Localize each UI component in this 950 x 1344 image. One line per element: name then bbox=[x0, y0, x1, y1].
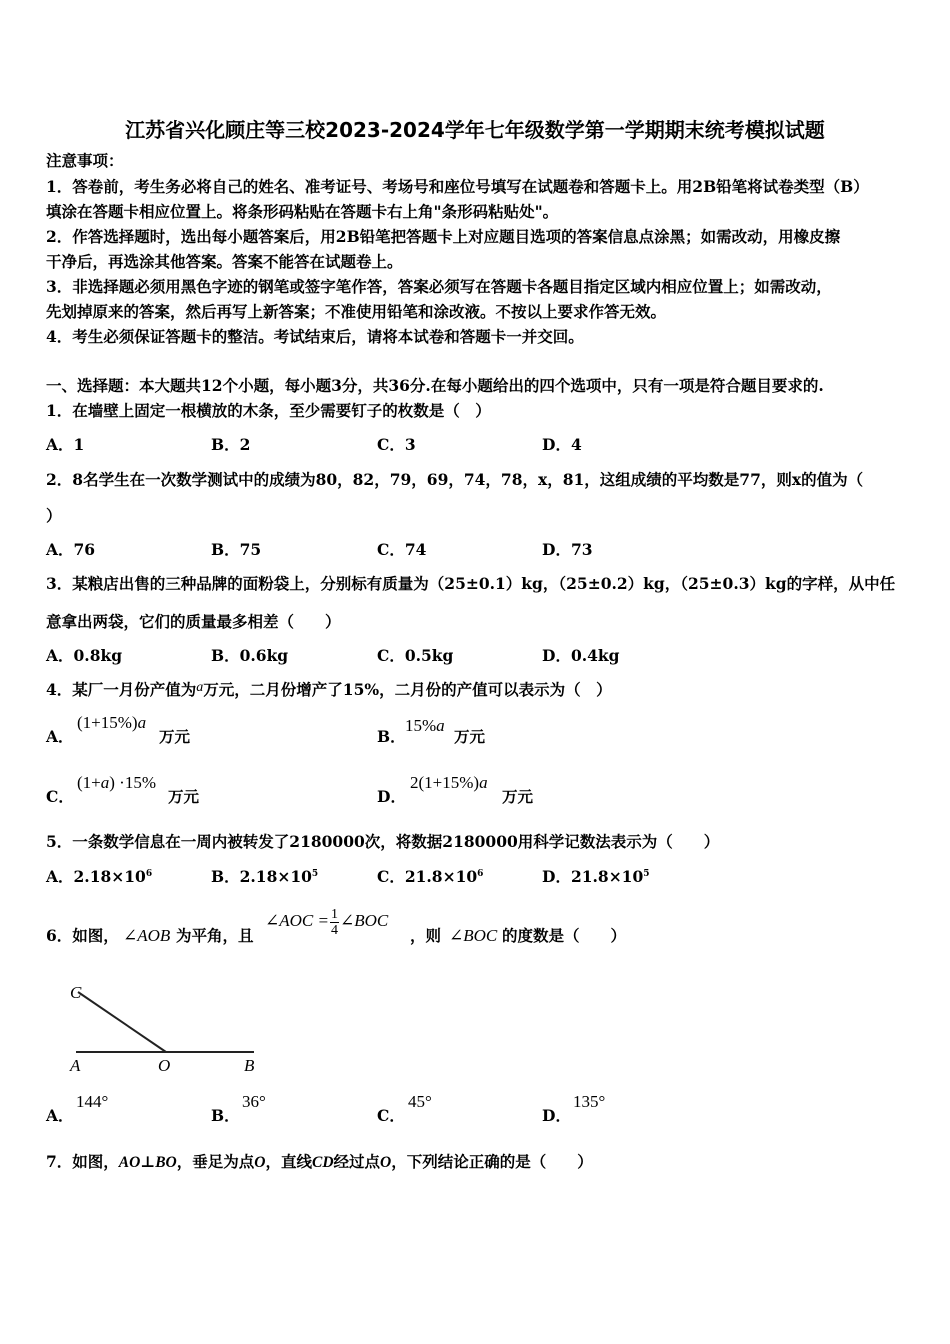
q4-option-c-expr: (1+a) ·15% bbox=[77, 773, 156, 792]
q2-option-d: D．73 bbox=[542, 540, 593, 559]
q1-option-a: A．1 bbox=[46, 435, 85, 454]
q6-option-d-label: D． bbox=[542, 1106, 571, 1125]
question-6-stem-b: 为平角，且 bbox=[176, 926, 254, 945]
notice-line: 填涂在答题卡相应位置上。将条形码粘贴在答题卡右上角"条形码粘贴处"。 bbox=[46, 202, 559, 221]
q3-option-a: A．0.8kg bbox=[46, 646, 123, 665]
q1-option-d: D．4 bbox=[542, 435, 582, 454]
question-1-stem: 1．在墙壁上固定一根横放的木条，至少需要钉子的枚数是（ ） bbox=[46, 401, 491, 420]
question-6-stem-c: ，则 bbox=[410, 926, 442, 945]
q5-option-b: B．$2.18\times 10^5$ bbox=[211, 867, 319, 886]
angle-figure bbox=[60, 980, 270, 1075]
q4-option-b-expr: 15%a bbox=[405, 716, 445, 735]
question-7-stem: 7．如图，AO⊥BO，垂足为点O，直线CD经过点O，下列结论正确的是（ ） bbox=[46, 1152, 593, 1171]
q3-option-b: B．0.6kg bbox=[211, 646, 289, 665]
q6-option-b-value: 36° bbox=[242, 1092, 266, 1111]
label-b: B bbox=[244, 1056, 255, 1075]
q4-option-a-unit: 万元 bbox=[159, 727, 191, 746]
q4-option-a-label: A． bbox=[46, 727, 74, 746]
q6-option-a-value: 144° bbox=[76, 1092, 109, 1111]
notice-line: 2．作答选择题时，选出每小题答案后，用2B铅笔把答题卡上对应题目选项的答案信息点涂黑；如需改动，用橡皮擦 bbox=[46, 227, 841, 246]
q6-option-c-value: 45° bbox=[408, 1092, 432, 1111]
question-3-stem-end: 意拿出两袋，它们的质量最多相差（ ） bbox=[46, 612, 341, 631]
notice-line: 干净后，再选涂其他答案。答案不能答在试题卷上。 bbox=[46, 252, 403, 271]
q1-option-c: C．3 bbox=[377, 435, 416, 454]
q4-var: a bbox=[196, 680, 204, 695]
q3-option-c: C．0.5kg bbox=[377, 646, 454, 665]
question-6-stem-d: 的度数是（ ） bbox=[502, 926, 627, 945]
q6-angle-boc: ∠BOC bbox=[449, 926, 498, 945]
q4-stem-pre: 4．某厂一月份产值为 bbox=[46, 680, 197, 699]
notice-heading: 注意事项： bbox=[46, 151, 124, 170]
q2-option-c: C．74 bbox=[377, 540, 427, 559]
q6-option-b-label: B． bbox=[211, 1106, 240, 1125]
question-6-stem-a: 6．如图， bbox=[46, 926, 119, 945]
question-5-stem: 5．一条数学信息在一周内被转发了2180000次，将数据2180000用科学记数法表示为（ ） bbox=[46, 832, 720, 851]
label-a: A bbox=[70, 1056, 81, 1075]
question-4-stem bbox=[46, 680, 612, 700]
q4-stem-post: 万元，二月份增产了15%，二月份的产值可以表示为（ ） bbox=[203, 680, 612, 699]
notice-line: 1．答卷前，考生务必将自己的姓名、准考证号、考场号和座位号填写在试题卷和答题卡上。用2B铅笔将试卷类型（B） bbox=[46, 177, 869, 196]
question-2-stem-end: ） bbox=[46, 506, 62, 525]
notice-line: 3．非选择题必须用黑色字迹的钢笔或签字笔作答，答案必须写在答题卡各题目指定区域内相应位置上；如需改动， bbox=[46, 277, 832, 296]
q5-option-a: A．$2.18\times 10^6$ bbox=[46, 867, 153, 886]
q4-option-b-unit: 万元 bbox=[454, 727, 486, 746]
q2-option-a: A．76 bbox=[46, 540, 96, 559]
q6-option-c-label: C． bbox=[377, 1106, 405, 1125]
page-title: 江苏省兴化顾庄等三校2023-2024学年七年级数学第一学期期末统考模拟试题 bbox=[125, 118, 825, 142]
q3-option-d: D．0.4kg bbox=[542, 646, 620, 665]
q6-equation: ∠AOC = $\frac{1}{4}$ ∠BOC bbox=[265, 906, 389, 938]
label-c: C bbox=[70, 983, 82, 1002]
q4-option-d-expr: 2(1+15%)a bbox=[410, 773, 488, 792]
label-o: O bbox=[158, 1056, 171, 1075]
q4-option-d-label: D． bbox=[377, 787, 406, 806]
q4-option-a-expr: (1+15%)a bbox=[77, 713, 147, 732]
q6-option-a-label: A． bbox=[46, 1106, 74, 1125]
q4-option-b-label: B． bbox=[377, 727, 406, 746]
notice-line: 4．考生必须保证答题卡的整洁。考试结束后，请将本试卷和答题卡一并交回。 bbox=[46, 327, 584, 346]
q5-option-c: C．$21.8\times 10^6$ bbox=[377, 867, 484, 886]
q6-angle-aob: ∠AOB bbox=[123, 926, 171, 945]
q4-option-c-unit: 万元 bbox=[168, 787, 200, 806]
question-2-stem: 2．8名学生在一次数学测试中的成绩为80，82，79，69，74，78，x，81，这组成绩的平均数是77，则x的值为（ bbox=[46, 470, 864, 489]
question-3-stem: 3．某粮店出售的三种品牌的面粉袋上，分别标有质量为（25±0.1）kg，（25±0.2）kg，（25±0.3）kg的字样，从中任 bbox=[46, 574, 896, 593]
notice-line: 先划掉原来的答案，然后再写上新答案；不准使用铅笔和涂改液。不按以上要求作答无效。 bbox=[46, 302, 667, 321]
q1-option-b: B．2 bbox=[211, 435, 251, 454]
q4-option-c-label: C． bbox=[46, 787, 74, 806]
q4-option-d-unit: 万元 bbox=[502, 787, 534, 806]
q6-option-d-value: 135° bbox=[573, 1092, 606, 1111]
section-heading: 一、选择题：本大题共12个小题，每小题3分，共36分.在每小题给出的四个选项中，只有一项是符合题目要求的. bbox=[46, 376, 824, 395]
q5-option-d: D．$21.8\times 10^5$ bbox=[542, 867, 650, 886]
ray-oc bbox=[78, 992, 166, 1052]
q2-option-b: B．75 bbox=[211, 540, 262, 559]
